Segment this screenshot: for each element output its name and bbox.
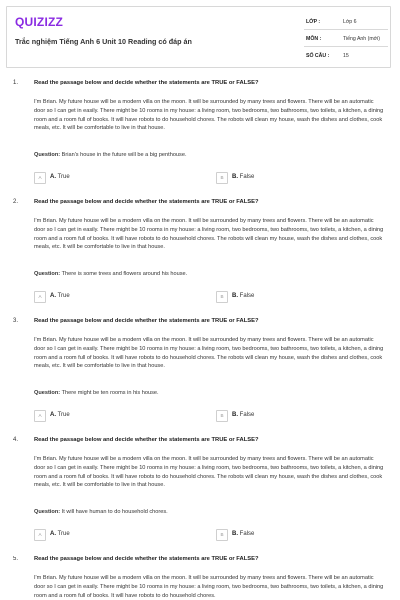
question-instruction: Read the passage below and decide whether the statements are TRUE or FALSE? <box>34 556 259 562</box>
option-letter: A. <box>50 174 56 180</box>
meta-row-count <box>304 47 388 63</box>
option-text <box>232 174 254 180</box>
option-text <box>50 293 70 299</box>
question-passage: I'm Brian. My future house will be a modern villa on the moon. It will be surrounded by many trees and flowers. There will be an automatic door so I can get in easily. There might be 10 rooms in my house: a living room, two bedrooms, two bathrooms, two toilets, a kitchen, a dining room and a room full of books. It will have robots to do household chores. The robots will clean my house, wash the dishes and clothes, cook meals, etc. It will be comfortable to live in that house. <box>34 218 384 251</box>
option-badge: A <box>34 291 46 303</box>
meta-value: 15 <box>343 53 349 59</box>
option-letter: B. <box>232 174 238 180</box>
question-passage: I'm Brian. My future house will be a modern villa on the moon. It will be surrounded by many trees and flowers. There will be an automatic door so I can get in easily. There might be 10 rooms in my house: a living room, two bedrooms, two bathrooms, two toilets, a kitchen, a dining room and a room full of books. It will have robots to do household chores. <box>34 575 384 599</box>
question-item <box>0 318 400 433</box>
option-badge: A <box>34 410 46 422</box>
question-instruction: Read the passage below and decide whether the statements are TRUE or FALSE? <box>34 318 259 324</box>
option-letter: A. <box>50 293 56 299</box>
option-letter: B. <box>232 293 238 299</box>
meta-label: SỐ CÂU : <box>306 53 330 59</box>
option-text <box>232 293 254 299</box>
option-text <box>50 531 70 537</box>
option-label: True <box>57 531 70 537</box>
option-label: False <box>239 293 255 299</box>
meta-label: MÔN : <box>306 36 322 42</box>
meta-value: Lớp 6 <box>343 19 357 25</box>
meta-label: LỚP : <box>306 19 321 25</box>
meta-table <box>304 13 388 63</box>
question-number: 3. <box>13 318 19 324</box>
meta-row-class <box>304 13 388 30</box>
question-statement <box>34 509 168 515</box>
question-passage: I'm Brian. My future house will be a modern villa on the moon. It will be surrounded by many trees and flowers. There will be an automatic door so I can get in easily. There might be 10 rooms in my house: a living room, two bedrooms, two bathrooms, two toilets, a kitchen, a dining room and a room full of books. It will have robots to do household chores. The robots will clean my house, wash the dishes and clothes, cook meals, etc. It will be comfortable to live in that house. <box>34 337 384 370</box>
option-badge: A <box>34 529 46 541</box>
question-number: 5. <box>13 556 19 562</box>
question-label: Question: <box>34 390 61 396</box>
question-passage: I'm Brian. My future house will be a modern villa on the moon. It will be surrounded by many trees and flowers. There will be an automatic door so I can get in easily. There might be 10 rooms in my house: a living room, two bedrooms, two bathrooms, two toilets, a kitchen, a dining room and a room full of books. It will have robots to do household chores. The robots will clean my house, wash the dishes and clothes, cook meals, etc. It will be comfortable to live in that house. <box>34 456 384 489</box>
meta-value: Tiếng Anh (mới) <box>343 36 380 42</box>
question-text: It will have human to do household chores. <box>61 509 168 515</box>
option-badge: B <box>216 529 228 541</box>
question-statement <box>34 152 187 158</box>
question-label: Question: <box>34 271 61 277</box>
option-letter: A. <box>50 531 56 537</box>
option-label: False <box>239 412 255 418</box>
option-text <box>50 412 70 418</box>
option-badge: B <box>216 410 228 422</box>
question-text: There might be ten rooms in his house. <box>61 390 159 396</box>
question-item <box>0 437 400 552</box>
question-label: Question: <box>34 152 61 158</box>
question-item <box>0 556 400 600</box>
option-label: False <box>239 531 255 537</box>
option-label: True <box>57 293 70 299</box>
option-badge: B <box>216 172 228 184</box>
quizizz-logo: QUIZIZZ <box>15 15 64 29</box>
option-text <box>232 531 254 537</box>
question-text: There is some trees and flowers around his house. <box>61 271 188 277</box>
option-label: True <box>57 412 70 418</box>
option-text <box>232 412 254 418</box>
question-text: Brian's house in the future will be a big penthouse. <box>61 152 187 158</box>
option-letter: A. <box>50 412 56 418</box>
option-badge: A <box>34 172 46 184</box>
option-badge: B <box>216 291 228 303</box>
question-item <box>0 199 400 314</box>
question-item <box>0 80 400 195</box>
worksheet-header <box>6 6 391 68</box>
question-statement <box>34 271 187 277</box>
question-number: 1. <box>13 80 19 86</box>
question-instruction: Read the passage below and decide whether the statements are TRUE or FALSE? <box>34 437 259 443</box>
question-instruction: Read the passage below and decide whether the statements are TRUE or FALSE? <box>34 199 259 205</box>
question-passage: I'm Brian. My future house will be a modern villa on the moon. It will be surrounded by many trees and flowers. There will be an automatic door so I can get in easily. There might be 10 rooms in my house: a living room, two bedrooms, two bathrooms, two toilets, a kitchen, a dining room and a room full of books. It will have robots to do household chores. The robots will clean my house, wash the dishes and clothes, cook meals, etc. It will be comfortable to live in that house. <box>34 99 384 132</box>
question-statement <box>34 390 159 396</box>
option-letter: B. <box>232 412 238 418</box>
question-instruction: Read the passage below and decide whether the statements are TRUE or FALSE? <box>34 80 259 86</box>
option-letter: B. <box>232 531 238 537</box>
question-number: 2. <box>13 199 19 205</box>
question-number: 4. <box>13 437 19 443</box>
question-label: Question: <box>34 509 61 515</box>
option-label: True <box>57 174 70 180</box>
option-label: False <box>239 174 255 180</box>
worksheet-title: Trắc nghiệm Tiếng Anh 6 Unit 10 Reading có đáp án <box>15 37 192 46</box>
option-text <box>50 174 70 180</box>
meta-row-subject <box>304 30 388 47</box>
